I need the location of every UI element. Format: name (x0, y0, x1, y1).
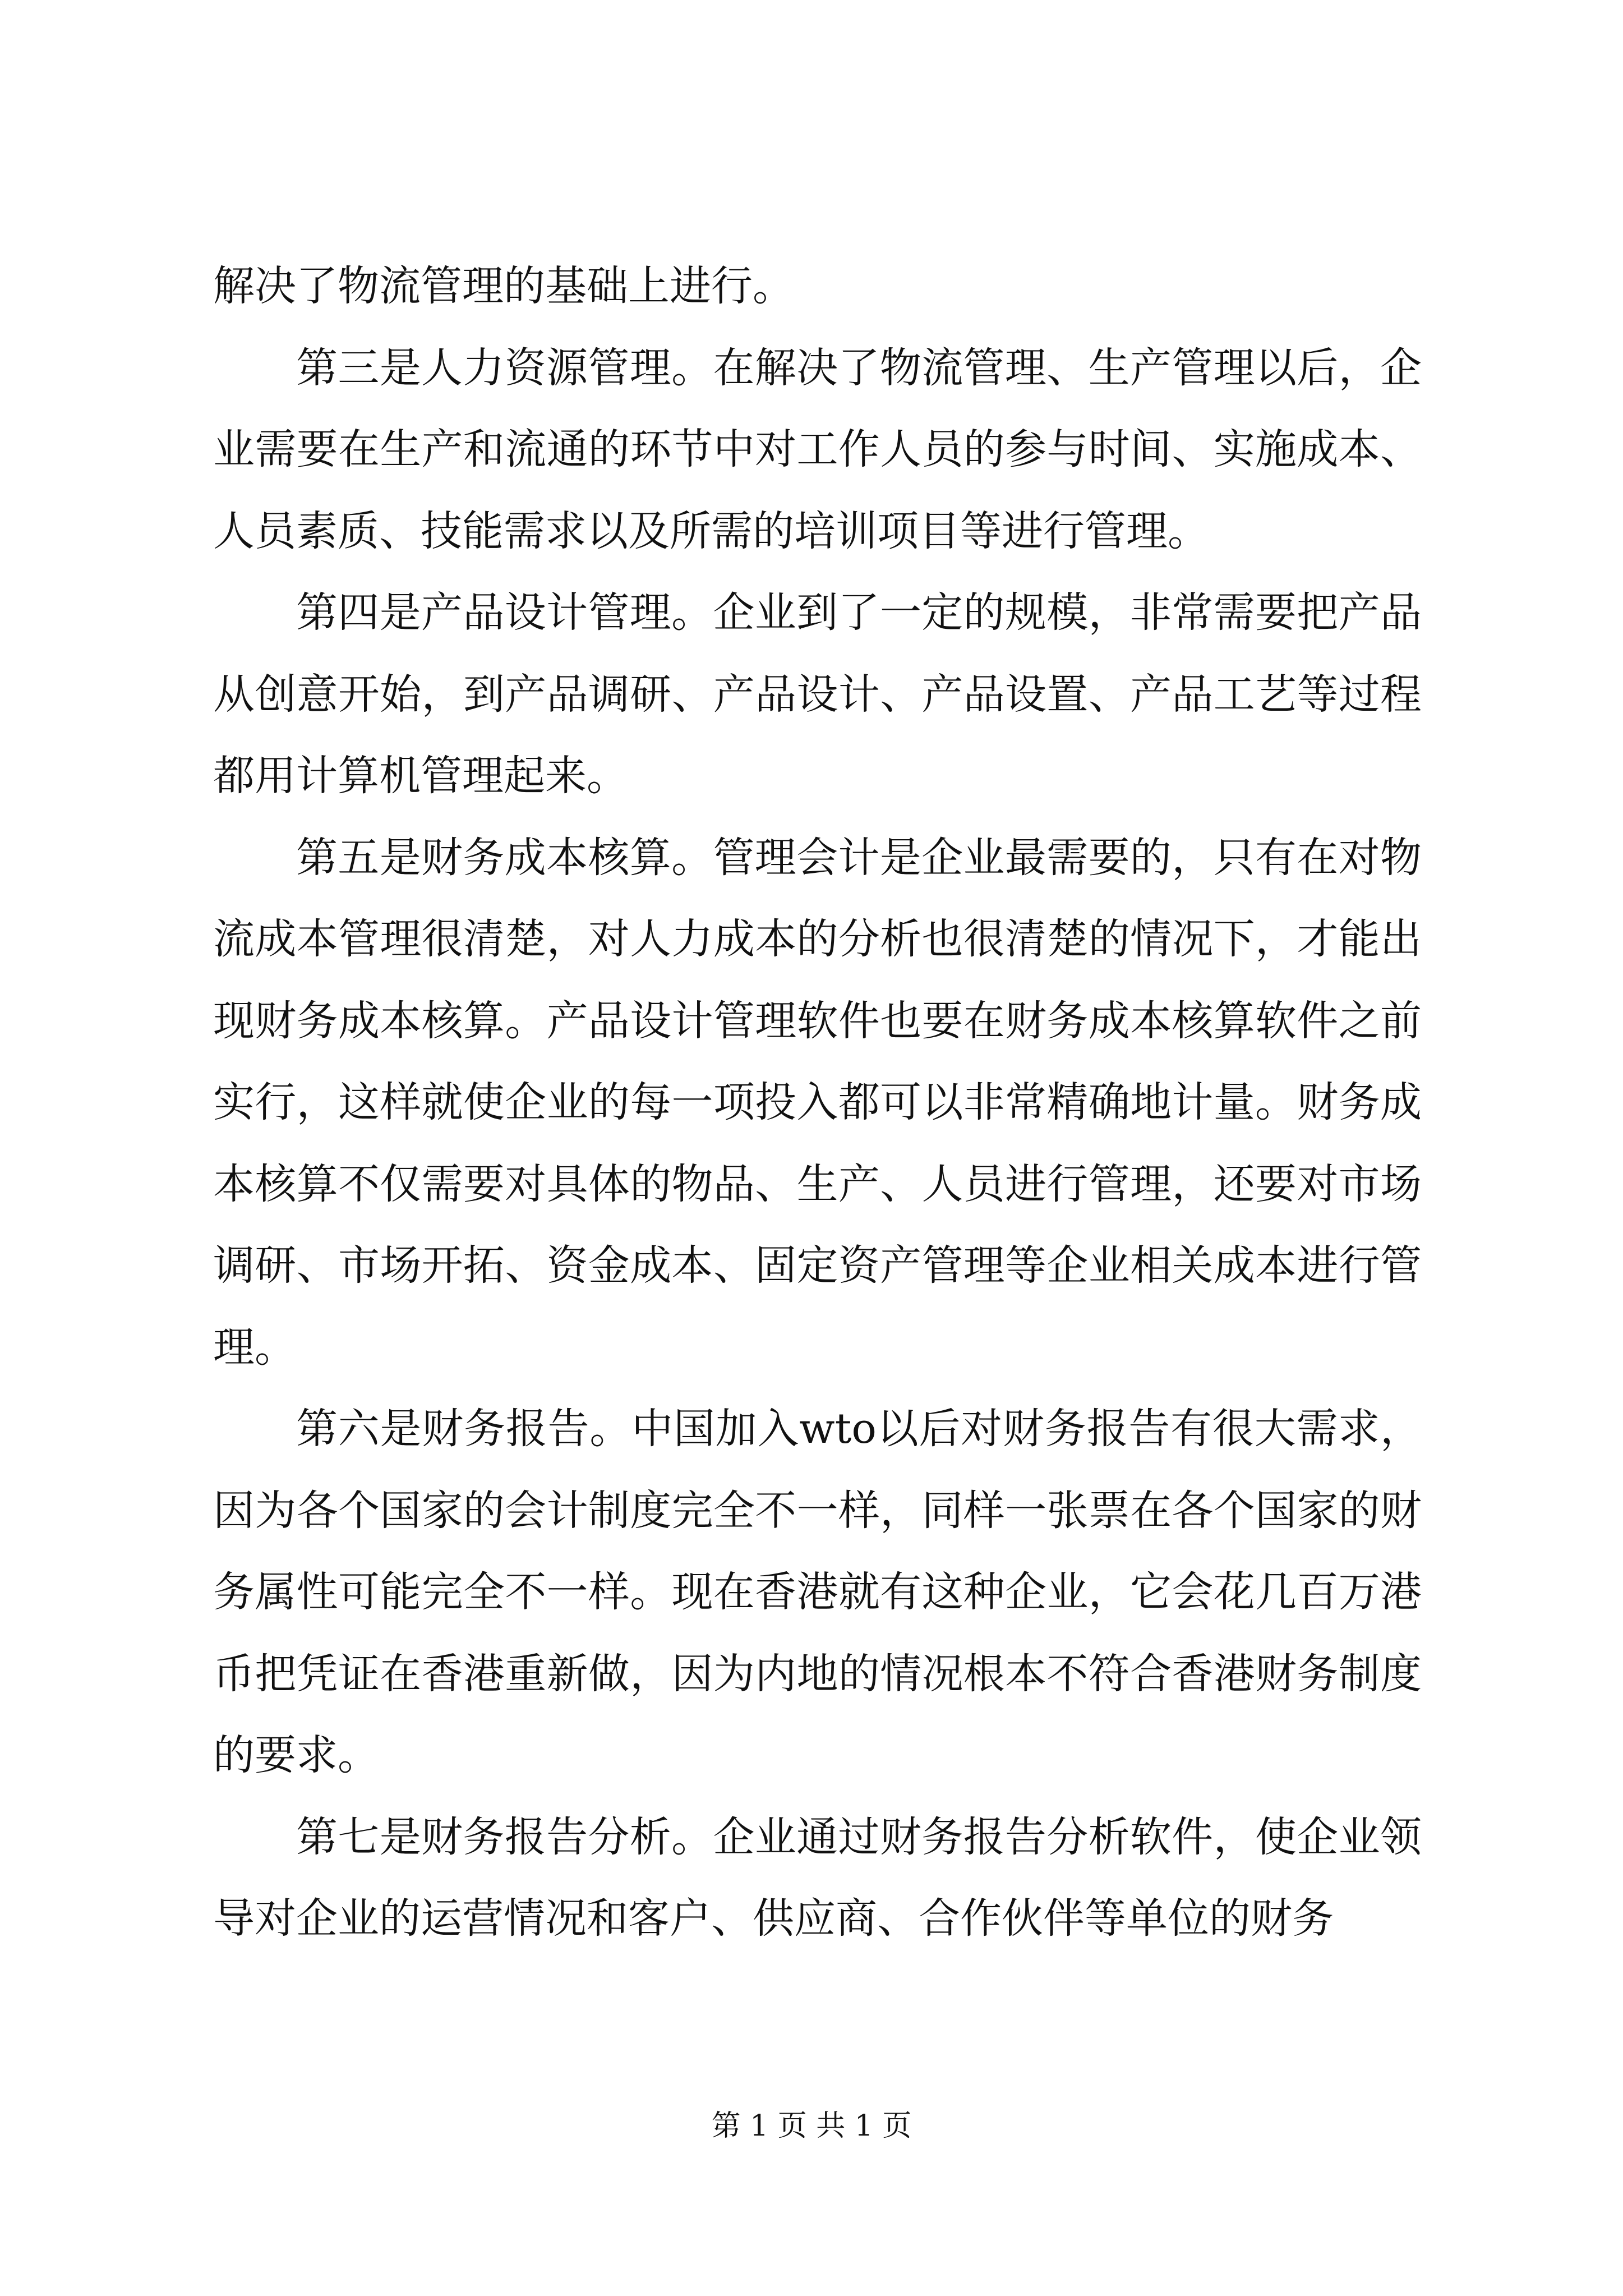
paragraph-report-analysis: 第七是财务报告分析。企业通过财务报告分析软件，使企业领导对企业的运营情况和客户、供应商、合作伙伴等单位的财务 (213, 1812, 1422, 1943)
paragraph-financial-report: 第六是财务报告。中国加入wto以后对财务报告有很大需求，因为各个国家的会计制度完全不一样，同样一张票在各个国家的财务属性可能完全不一样。现在香港就有这种企业，它会花几百万港币把凭证在香港重新做，因为内地的情况根本不符合香港财务制度的要求。 (213, 1405, 1422, 1779)
paragraph-human-resources: 第三是人力资源管理。在解决了物流管理、生产管理以后，企业需要在生产和流通的环节中对工作人员的参与时间、实施成本、人员素质、技能需求以及所需的培训项目等进行管理。 (213, 343, 1422, 555)
paragraph-cost-accounting: 第五是财务成本核算。管理会计是企业最需要的，只有在对物流成本管理很清楚，对人力成本的分析也很清楚的情况下，才能出现财务成本核算。产品设计管理软件也要在财务成本核算软件之前实行，这样就使企业的每一项投入都可以非常精确地计量。财务成本核算不仅需要对具体的物品、生产、人员进行管理，还要对市场调研、市场开拓、资金成本、固定资产管理等企业相关成本进行管理。 (213, 833, 1422, 1372)
page-footer: 第 1 页 共 1 页 (711, 2109, 912, 2143)
document-body (213, 246, 1422, 1960)
paragraph-product-design: 第四是产品设计管理。企业到了一定的规模，非常需要把产品从创意开始，到产品调研、产品设计、产品设置、产品工艺等过程都用计算机管理起来。 (213, 588, 1422, 800)
paragraph-continuation: 解决了物流管理的基础上进行。 (213, 262, 794, 310)
